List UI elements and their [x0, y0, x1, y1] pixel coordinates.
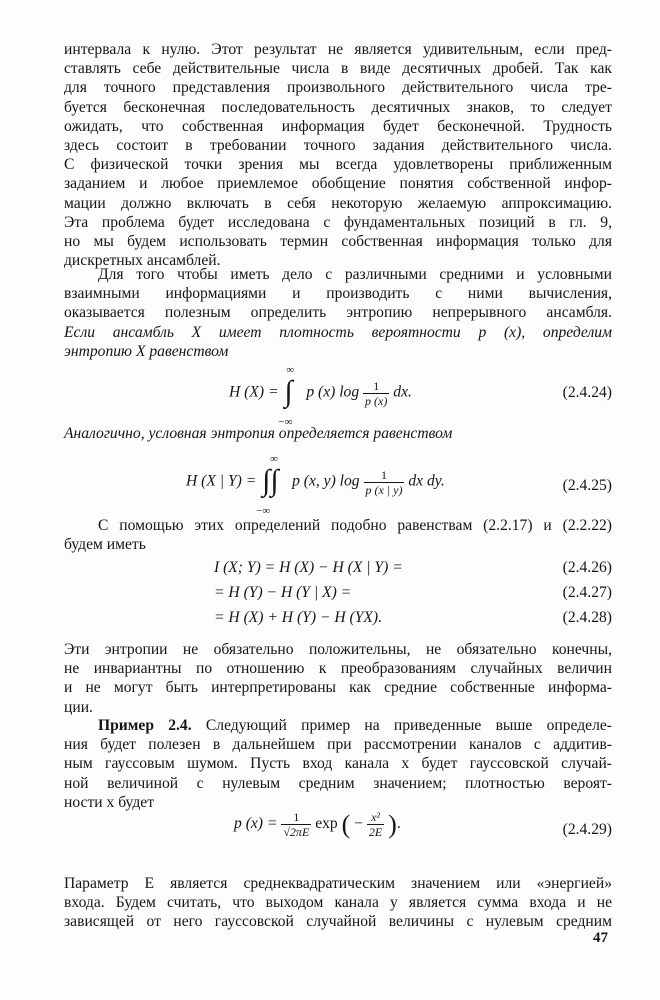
paragraph-5 [64, 640, 612, 717]
paragraph-2 [64, 265, 612, 361]
fraction: $\frac{1}{√2\pi E}$ [283, 810, 310, 839]
text-line-italic: Аналогично, условная энтропия определяется равенством [64, 425, 453, 442]
example-label: Пример 2.4. [98, 717, 192, 734]
double-integral-symbol: ∫∫ ∞ −∞ [256, 453, 279, 517]
integral-symbol: ∫ ∞ −∞ [278, 364, 295, 428]
text-line: С физической точки зрения мы всегда удовлетворены приближенным [64, 156, 612, 174]
page-number: 47 [593, 930, 608, 946]
text-line: не инвариантны по отношению к преобразованиям случайных величин [64, 660, 612, 678]
equation-number: (2.4.25) [562, 477, 612, 494]
equation-number: (2.4.29) [562, 821, 612, 838]
equation-number: (2.4.27) [562, 584, 612, 601]
text-line: С помощью этих определений подобно равенствам (2.2.17) и (2.2.22) [98, 517, 612, 534]
text-line: буется бесконечная последовательность десятичных знаков, то следует [64, 98, 612, 116]
text-line: мации должно включать в себя некоторую желаемую аппроксимацию. [64, 194, 612, 212]
text-line: Эта проблема будет исследована с фундаментальных позиций в гл. 9, [64, 213, 612, 231]
paragraph-4 [64, 516, 612, 554]
text-line: дискретных ансамблей. [64, 252, 221, 270]
paragraph-1 [64, 40, 612, 270]
text-line: входа. Будем считать, что выходом канала y является сумма входа и не [64, 894, 612, 912]
equation-number: (2.4.26) [562, 559, 612, 576]
text-line: ния будет полезен в дальнейшем при рассмотрении каналов с аддитив- [64, 736, 612, 754]
equation-2-4-29: p (x) = $\frac{1}{√2\pi E}$ exp ( − $\frac{\text{x²}}{2E}$ ). (2.4.29) [234, 809, 612, 839]
text-line: Пример 2.4. Следующий пример на приведенные выше определе- [98, 717, 612, 734]
text-line: зависящей от него гауссовской случайной величины с нулевым средним [64, 913, 612, 931]
text-line: интервала к нулю. Этот результат не является удивительным, если пред- [64, 41, 612, 58]
text-line: Для того чтобы иметь дело с различными средними и условными [98, 266, 612, 283]
text-line: будем иметь [64, 536, 146, 554]
paragraph-6 [64, 716, 612, 812]
text-line-italic: Если ансамбль X имеет плотность вероятности p (x), определим [64, 323, 612, 341]
equation-body: p (x, y) log [292, 472, 360, 490]
paragraph-3 [64, 424, 612, 443]
equation-text: = H (X) + H (Y) − H (YX). [214, 609, 382, 626]
exp-function: exp [315, 815, 338, 833]
text-line: ной величиной с нулевым средним значением; плотностью вероят- [64, 774, 612, 792]
text-line: и не могут быть интерпретированы как средние собственные информа- [64, 679, 612, 697]
text-line: заданием и любое приемлемое обобщение понятия собственной инфор- [64, 175, 612, 193]
equation-tail: dx. [393, 383, 412, 401]
equation-body: p (x) log [306, 383, 360, 401]
equation-2-4-24 [64, 364, 612, 428]
text-line: для точного представления произвольного действительного числа тре- [64, 79, 612, 97]
equation-number: (2.4.24) [562, 384, 612, 401]
equation-lhs: p (x) = [234, 815, 278, 833]
fraction: $\frac{1}{p (x | y)}$ [365, 467, 403, 497]
fraction: $\frac{\text{x²}}{2E}$ [368, 810, 383, 839]
fraction: $\frac{1}{p (x)}$ [365, 378, 388, 408]
paragraph-7 [64, 874, 612, 932]
text-line: Эти энтропии не обязательно положительны, не обязательно конечны, [64, 641, 612, 658]
text-line: ожидать, что собственная информация будет бесконечной. Трудность [64, 117, 612, 135]
text-line: Параметр E является среднеквадратическим значением или «энергией» [64, 875, 612, 892]
text-line: ности x будет [64, 793, 155, 811]
text-line: здесь состоит в требовании точного задания действительного числа. [64, 137, 612, 155]
equation-tail: dx dy. [408, 472, 445, 490]
text-line: ции. [64, 698, 93, 716]
text-line: ставлять себе действительные числа в виде десятичных дробей. Так как [64, 60, 612, 78]
equation-lhs: H (X | Y) = [186, 472, 257, 490]
equation-2-4-25 [64, 452, 612, 517]
text-line: оказывается полезным определить энтропию непрерывного ансамбля. [64, 304, 612, 322]
equation-number: (2.4.28) [562, 609, 612, 626]
equation-text: I (X; Y) = H (X) − H (X | Y) = [214, 559, 403, 576]
text-line-italic: энтропию X равенством [64, 342, 229, 360]
equation-text: = H (Y) − H (Y | X) = [214, 584, 352, 601]
equation-lhs: H (X) = [229, 383, 279, 401]
text-line: но мы будем использовать термин собственная информация только для [64, 233, 612, 251]
text-line: взаимными информациями и производить с ними вычисления, [64, 285, 612, 303]
text-line: ным гауссовым шумом. Пусть вход канала x будет гауссовской случай- [64, 755, 612, 773]
